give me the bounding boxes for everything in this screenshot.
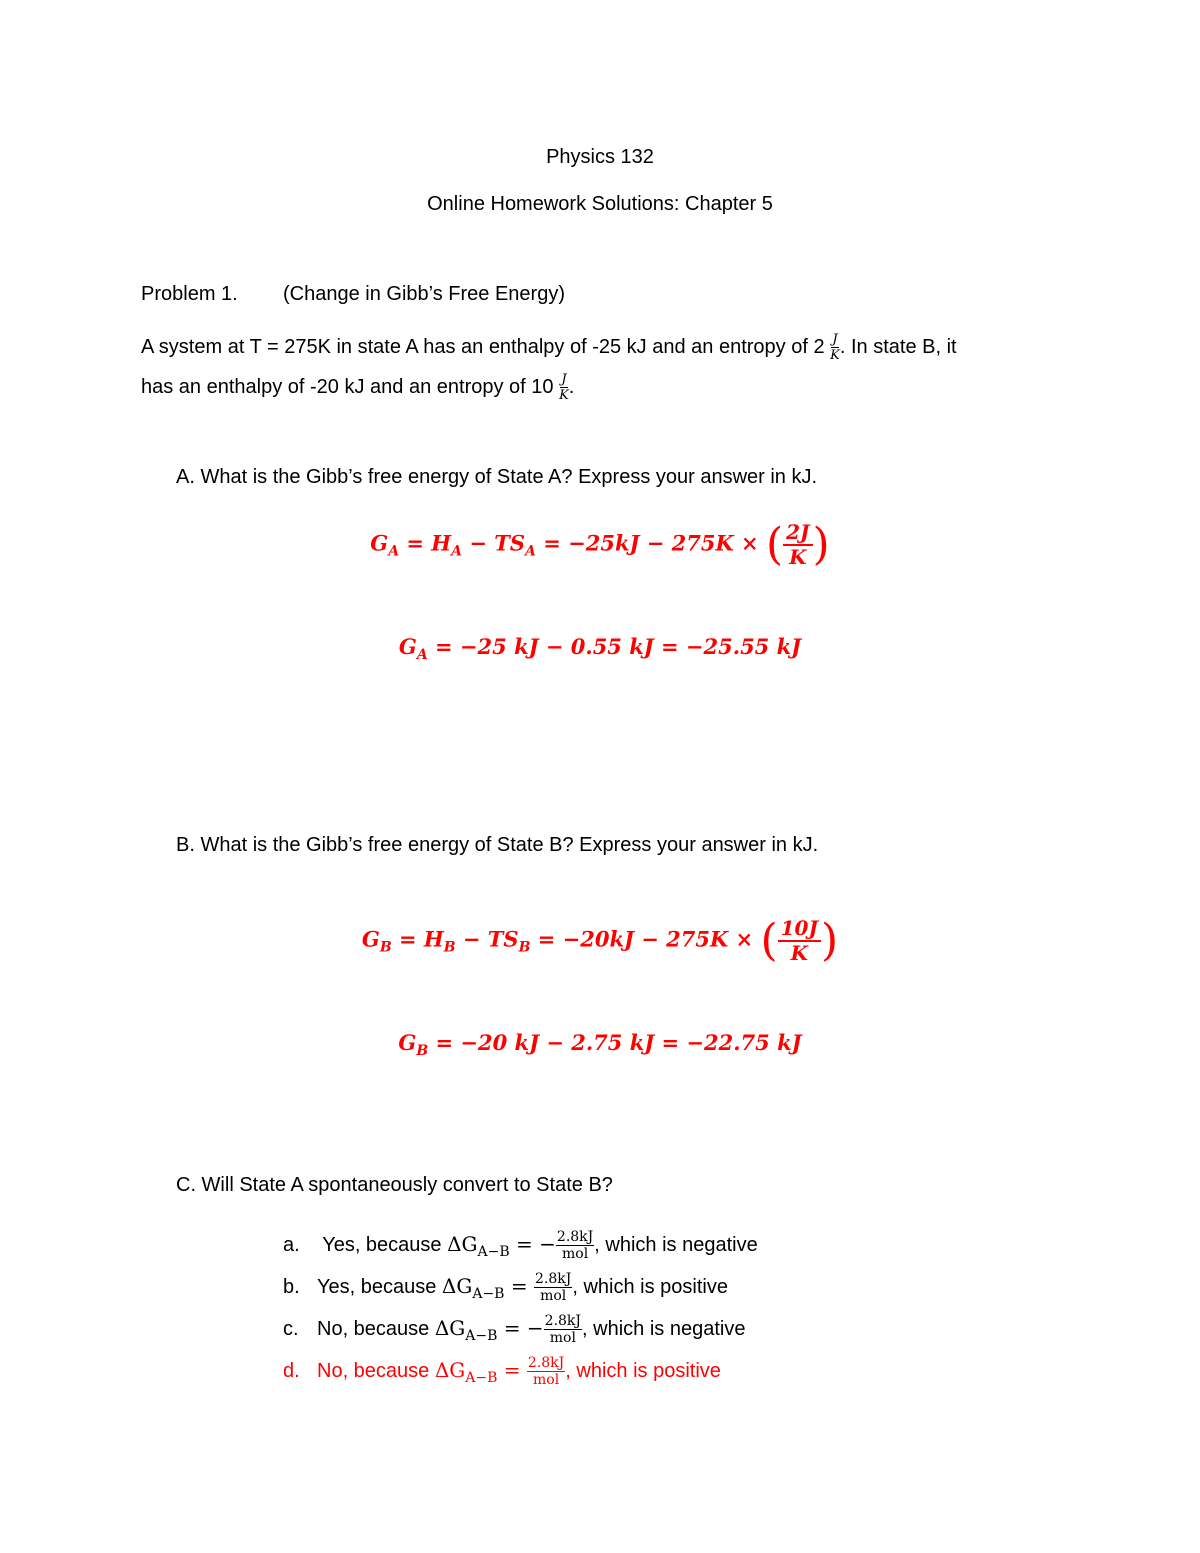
delta-subscript: A−B [465,1369,498,1386]
question-a: A. What is the Gibb’s free energy of State A? Express your answer in kJ. [176,466,818,488]
left-paren: ( [765,519,784,570]
equation-a-1 [0,519,1200,570]
option-text: , which is negative [594,1233,758,1256]
eq-denominator: K [789,545,807,569]
eq-symbol: = H [391,926,444,952]
fraction-denominator: mol [562,1246,589,1262]
statement-text: . [568,375,575,398]
option-fraction [556,1230,594,1261]
eq-subscript: B [416,1043,429,1059]
eq-subscript: A [388,543,400,560]
delta-g: ΔG [447,1231,478,1256]
unit-denominator: K [830,348,840,363]
eq-fraction [778,918,821,964]
option-b[interactable] [283,1272,728,1303]
eq-symbol: = H [399,530,452,556]
eq-subscript: A [525,543,536,560]
eq-numerator: 10J [778,918,821,942]
equation-b-1 [0,915,1200,966]
unit-numerator: J [832,332,838,347]
option-text: Yes, because [317,1233,448,1256]
eq-subscript: B [379,939,392,956]
unit-numerator: J [561,372,567,387]
option-d-correct[interactable] [283,1356,721,1387]
option-text: , which is positive [572,1275,728,1298]
delta-g: ΔG [441,1273,473,1298]
fraction-numerator: 2.8kJ [527,1355,565,1371]
unit-fraction [559,373,569,402]
eq-denominator: K [790,941,808,965]
option-text: No, because [317,1317,435,1340]
option-letter: a. [283,1233,300,1256]
unit-denominator: K [559,388,569,403]
question-b: B. What is the Gibb’s free energy of State B? Express your answer in kJ. [176,834,819,856]
delta-subscript: A−B [472,1285,505,1302]
statement-text: . In state B, it [839,335,957,358]
option-text: No, because [317,1359,435,1382]
eq-subscript: A [416,647,428,663]
option-sign: = − [497,1315,544,1340]
option-c[interactable] [283,1314,745,1345]
eq-rhs: = −20kJ − 275K × [530,926,761,952]
eq-symbol: G [398,1030,417,1055]
question-c: C. Will State A spontaneously convert to State B? [176,1174,613,1196]
eq-symbol: G [398,634,417,659]
problem-statement-line-2 [141,373,574,402]
document-subtitle: Online Homework Solutions: Chapter 5 [427,193,773,215]
option-sign: = [504,1273,534,1298]
fraction-numerator: 2.8kJ [544,1313,582,1329]
equation-a-2 [0,634,1200,663]
eq-subscript: B [443,939,456,956]
delta-subscript: A−B [465,1327,498,1344]
fraction-denominator: mol [533,1372,560,1388]
fraction-numerator: 2.8kJ [556,1229,594,1245]
option-sign: = − [509,1231,556,1256]
delta-subscript: A−B [477,1243,510,1260]
eq-subscript: B [518,939,531,956]
option-letter: c. [283,1317,299,1340]
left-paren: ( [760,915,778,966]
problem-topic: (Change in Gibb’s Free Energy) [283,283,565,305]
option-a[interactable] [283,1230,758,1261]
option-text: , which is positive [565,1359,721,1382]
eq-symbol: G [370,530,389,556]
fraction-numerator: 2.8kJ [534,1271,572,1287]
delta-g: ΔG [434,1357,466,1382]
option-fraction [544,1314,582,1345]
option-sign: = [497,1357,527,1382]
eq-rhs: = −25kJ − 275K × [535,530,766,556]
eq-symbol: G [361,926,380,952]
right-paren: ) [820,915,839,966]
right-paren: ) [812,519,830,570]
problem-label: Problem 1. [141,283,238,305]
eq-numerator: 2J [783,522,812,546]
option-fraction [534,1272,572,1303]
option-letter: d. [283,1359,300,1382]
equation-b-2 [0,1030,1200,1059]
option-text: Yes, because [317,1275,442,1298]
problem-statement-line-1 [141,333,957,362]
option-text: , which is negative [582,1317,746,1340]
option-letter: b. [283,1275,300,1298]
option-fraction [527,1356,565,1387]
eq-symbol: − TS [462,530,526,556]
statement-text: A system at T = 275K in state A has an enthalpy of -25 kJ and an entropy of 2 [141,335,825,358]
eq-rhs: = −25 kJ − 0.55 kJ = −25.55 kJ [427,634,802,659]
delta-g: ΔG [434,1315,466,1340]
statement-text: has an enthalpy of -20 kJ and an entropy of 10 [141,375,554,398]
eq-fraction [783,522,812,568]
fraction-denominator: mol [540,1288,567,1304]
eq-symbol: − TS [455,926,519,952]
eq-subscript: A [451,543,463,560]
course-title: Physics 132 [546,146,654,168]
eq-rhs: = −20 kJ − 2.75 kJ = −22.75 kJ [428,1030,802,1055]
unit-fraction [830,333,840,362]
fraction-denominator: mol [549,1330,576,1346]
